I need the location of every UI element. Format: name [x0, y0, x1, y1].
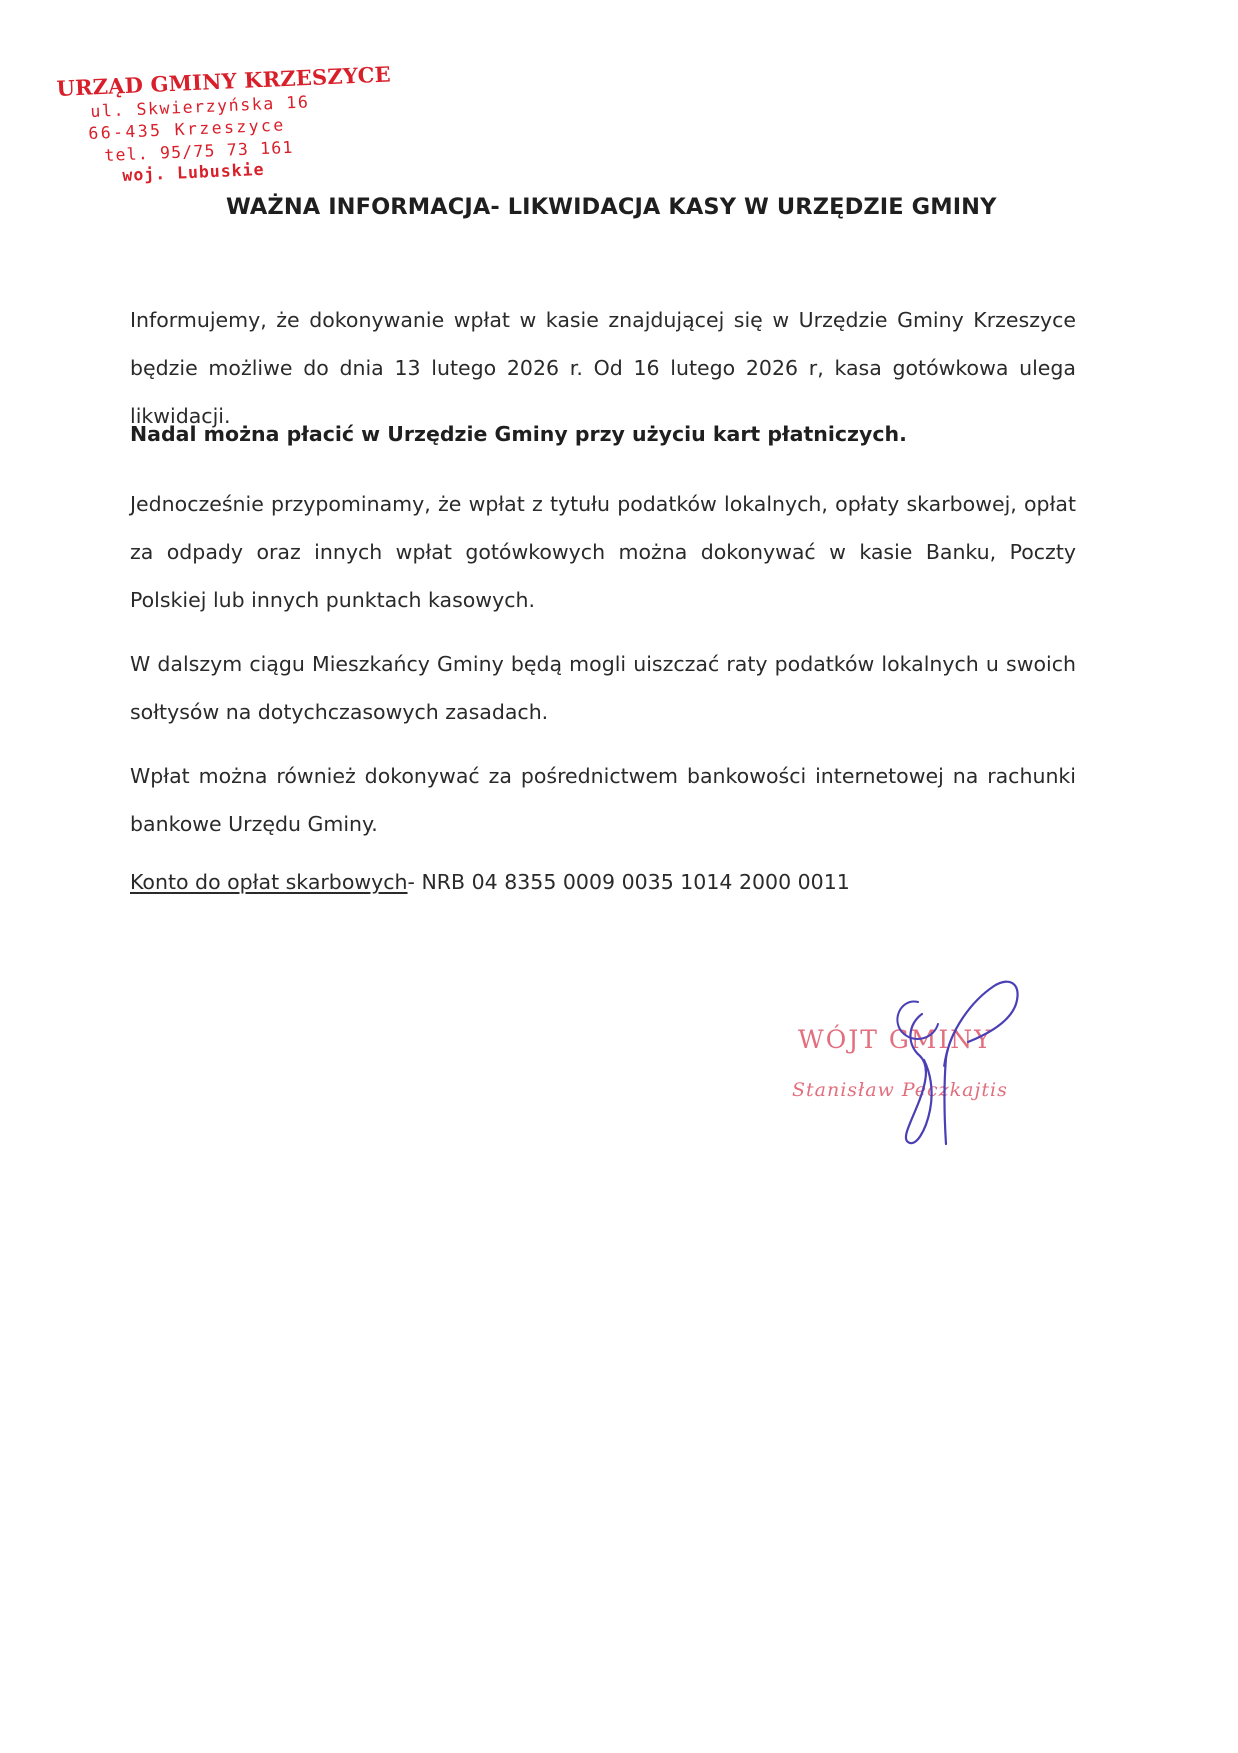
stamp-postal-code: 66-435 Krzeszyce [88, 115, 286, 143]
account-number: - NRB 04 8355 0009 0035 1014 2000 0011 [407, 870, 850, 894]
stamp-voivodeship: woj. Lubuskie [122, 159, 265, 185]
paragraph-alternative-payments: Jednocześnie przypominamy, że wpłat z tytułu podatków lokalnych, opłaty skarbowej, opłat za odpady oraz innych wpłat gotówkowych można dokonywać w kasie Banku, Poczty Polskiej lub innych punktach kasowych. [130, 492, 1076, 612]
paragraph-soltys-payments: W dalszym ciągu Mieszkańcy Gminy będą mogli uiszczać raty podatków lokalnych u swoich sołtysów na dotychczasowych zasadach. [130, 652, 1076, 724]
handwritten-signature [860, 972, 1040, 1152]
paragraph-online-banking: Wpłat można również dokonywać za pośrednictwem bankowości internetowej na rachunki bankowe Urzędu Gminy. [130, 764, 1076, 836]
stamp-street: ul. Skwierzyńska 16 [90, 92, 310, 121]
paragraph-cash-desk-closure: Informujemy, że dokonywanie wpłat w kasie znajdującej się w Urzędzie Gminy Krzeszyce będzie możliwe do dnia 13 lutego 2026 r. Od 16 lutego 2026 r, kasa gotówkowa ulega likwidacji. [130, 308, 1076, 428]
mayor-role: WÓJT GMINY [798, 1025, 993, 1054]
account-label: Konto do opłat skarbowych [130, 870, 408, 894]
stamp-office-name: URZĄD GMINY KRZESZYCE [56, 61, 392, 101]
paragraph-card-payments: Nadal można płacić w Urzędzie Gminy przy użyciu kart płatniczych. [130, 422, 907, 446]
account-number-line [130, 858, 1076, 906]
document-title: WAŻNA INFORMACJA- LIKWIDACJA KASY W URZĘDZIE GMINY [226, 194, 997, 220]
office-stamp [56, 61, 392, 186]
stamp-phone: tel. 95/75 73 161 [104, 137, 294, 165]
mayor-name: Stanisław Peczkajtis [792, 1079, 1008, 1101]
